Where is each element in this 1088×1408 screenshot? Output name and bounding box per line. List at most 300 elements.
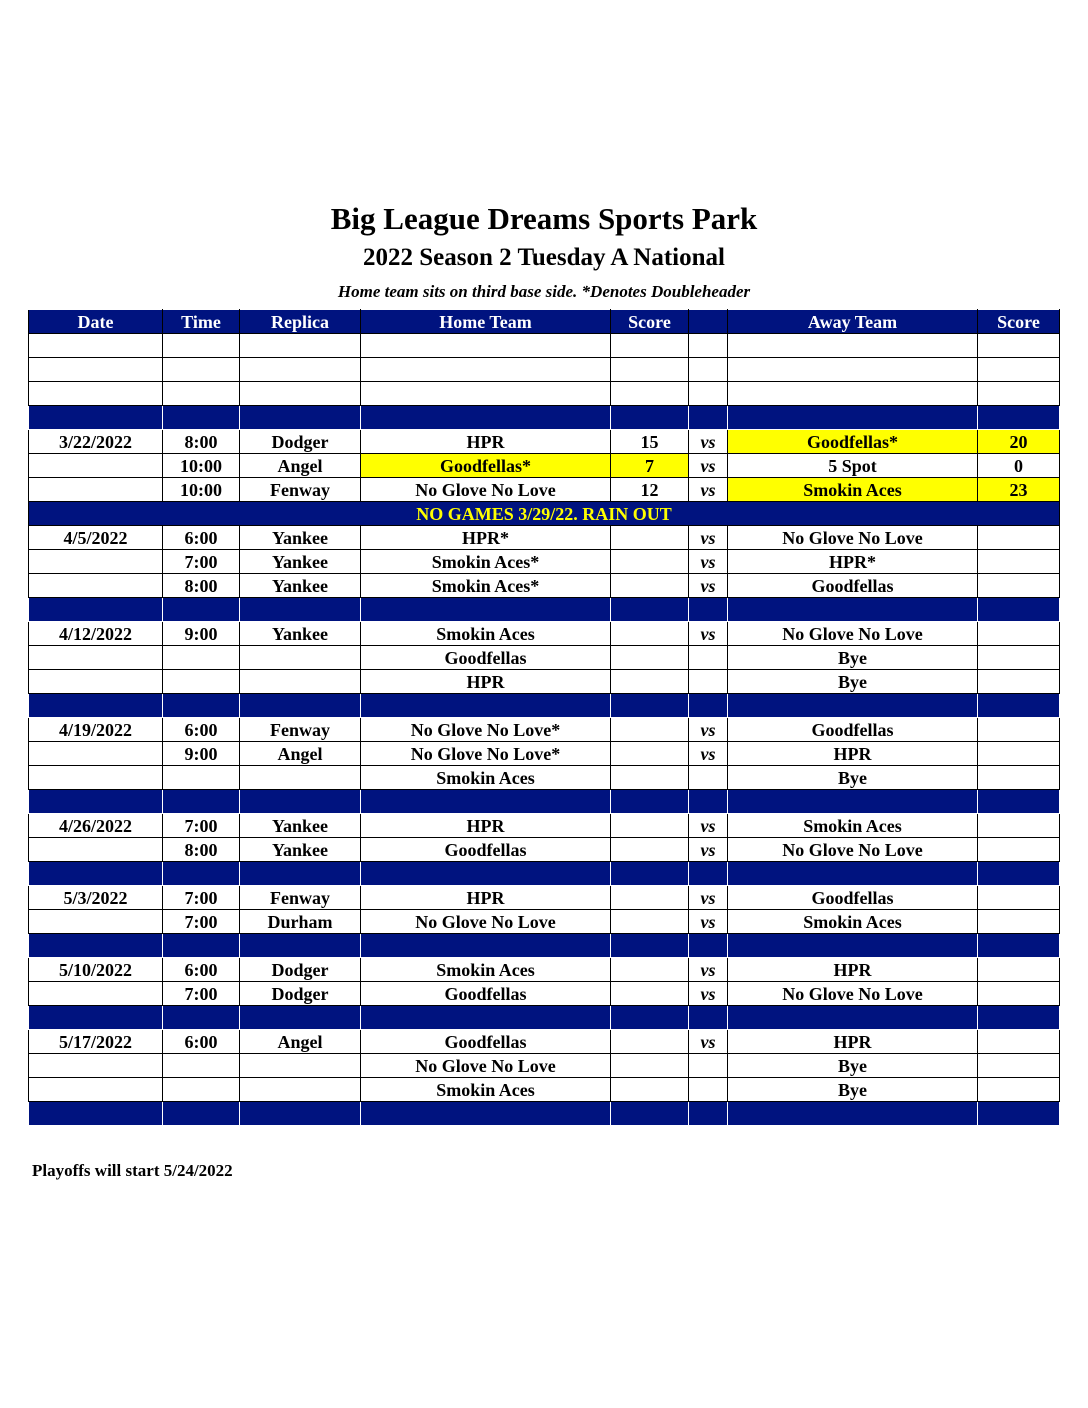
away-score-cell: 23	[978, 478, 1060, 502]
away-team-cell: Bye	[728, 670, 978, 694]
separator-cell	[689, 934, 728, 958]
away-team-cell: 5 Spot	[728, 454, 978, 478]
away-score-cell	[978, 550, 1060, 574]
home-score-cell	[611, 838, 689, 862]
separator-cell	[163, 406, 240, 430]
vs-cell: vs	[689, 718, 728, 742]
time-cell	[163, 766, 240, 790]
away-score-cell	[978, 646, 1060, 670]
separator-cell	[689, 862, 728, 886]
game-row	[29, 478, 1060, 502]
away-team-cell: No Glove No Love	[728, 838, 978, 862]
separator-cell	[728, 934, 978, 958]
away-score-cell	[978, 718, 1060, 742]
separator-cell	[978, 934, 1060, 958]
away-team-cell: HPR	[728, 1030, 978, 1054]
away-score-cell	[978, 766, 1060, 790]
home-score-cell	[611, 886, 689, 910]
empty-cell	[728, 358, 978, 382]
empty-row	[29, 358, 1060, 382]
vs-cell: vs	[689, 574, 728, 598]
separator-cell	[361, 598, 611, 622]
replica-cell: Fenway	[240, 478, 361, 502]
vs-cell: vs	[689, 526, 728, 550]
separator-cell	[611, 790, 689, 814]
home-team-cell: No Glove No Love	[361, 1054, 611, 1078]
date-cell	[29, 982, 163, 1006]
replica-cell: Yankee	[240, 550, 361, 574]
game-row	[29, 646, 1060, 670]
home-score-cell	[611, 910, 689, 934]
separator-cell	[978, 1006, 1060, 1030]
away-team-cell: Goodfellas	[728, 886, 978, 910]
home-team-cell: Smokin Aces	[361, 622, 611, 646]
home-team-cell: Smokin Aces	[361, 766, 611, 790]
header-row	[29, 310, 1060, 334]
separator-cell	[163, 694, 240, 718]
time-cell: 8:00	[163, 574, 240, 598]
home-team-cell: Goodfellas*	[361, 454, 611, 478]
home-team-cell: Goodfellas	[361, 982, 611, 1006]
home-team-cell: HPR*	[361, 526, 611, 550]
separator-cell	[978, 1102, 1060, 1126]
date-cell: 4/5/2022	[29, 526, 163, 550]
away-team-cell: HPR	[728, 742, 978, 766]
separator-row	[29, 862, 1060, 886]
replica-cell: Yankee	[240, 622, 361, 646]
separator-cell	[611, 1102, 689, 1126]
empty-cell	[240, 334, 361, 358]
rain-out-notice: NO GAMES 3/29/22. RAIN OUT	[29, 502, 1060, 526]
vs-cell: vs	[689, 478, 728, 502]
away-score-cell	[978, 814, 1060, 838]
time-cell: 10:00	[163, 454, 240, 478]
empty-cell	[728, 334, 978, 358]
away-score-cell	[978, 622, 1060, 646]
date-cell	[29, 838, 163, 862]
separator-cell	[163, 1102, 240, 1126]
separator-row	[29, 1006, 1060, 1030]
game-row	[29, 1078, 1060, 1102]
time-cell	[163, 670, 240, 694]
separator-cell	[611, 862, 689, 886]
time-cell: 8:00	[163, 838, 240, 862]
separator-cell	[29, 934, 163, 958]
away-team-cell: HPR*	[728, 550, 978, 574]
date-cell	[29, 1078, 163, 1102]
away-team-cell: Bye	[728, 646, 978, 670]
time-cell: 9:00	[163, 622, 240, 646]
game-row	[29, 622, 1060, 646]
vs-cell	[689, 1054, 728, 1078]
time-cell: 7:00	[163, 814, 240, 838]
away-score-cell	[978, 910, 1060, 934]
game-row	[29, 718, 1060, 742]
date-cell	[29, 478, 163, 502]
away-team-cell: Goodfellas	[728, 574, 978, 598]
away-score-cell	[978, 526, 1060, 550]
separator-cell	[163, 934, 240, 958]
separator-cell	[240, 934, 361, 958]
separator-cell	[728, 598, 978, 622]
home-team-cell: No Glove No Love*	[361, 742, 611, 766]
away-score-cell	[978, 742, 1060, 766]
empty-cell	[611, 334, 689, 358]
schedule-body	[29, 334, 1060, 1126]
date-cell	[29, 550, 163, 574]
separator-cell	[240, 694, 361, 718]
separator-cell	[163, 862, 240, 886]
separator-cell	[29, 406, 163, 430]
separator-cell	[611, 1006, 689, 1030]
vs-cell	[689, 766, 728, 790]
separator-cell	[978, 694, 1060, 718]
game-row	[29, 1030, 1060, 1054]
separator-cell	[978, 862, 1060, 886]
home-score-cell	[611, 958, 689, 982]
home-score-cell	[611, 1078, 689, 1102]
away-team-cell: Bye	[728, 1054, 978, 1078]
home-team-cell: No Glove No Love*	[361, 718, 611, 742]
vs-cell: vs	[689, 910, 728, 934]
date-cell	[29, 742, 163, 766]
game-row	[29, 526, 1060, 550]
replica-cell: Yankee	[240, 574, 361, 598]
home-team-cell: HPR	[361, 814, 611, 838]
separator-cell	[728, 694, 978, 718]
empty-row	[29, 334, 1060, 358]
header-replica: Replica	[240, 310, 361, 334]
game-row	[29, 910, 1060, 934]
vs-cell	[689, 646, 728, 670]
header-vs	[689, 310, 728, 334]
home-team-cell: HPR	[361, 430, 611, 454]
separator-cell	[728, 1006, 978, 1030]
home-team-cell: Goodfellas	[361, 838, 611, 862]
separator-cell	[728, 1102, 978, 1126]
empty-cell	[361, 382, 611, 406]
game-row	[29, 766, 1060, 790]
game-row	[29, 814, 1060, 838]
game-row	[29, 454, 1060, 478]
away-score-cell	[978, 1054, 1060, 1078]
home-team-cell: HPR	[361, 670, 611, 694]
vs-cell: vs	[689, 454, 728, 478]
game-row	[29, 958, 1060, 982]
away-score-cell	[978, 1078, 1060, 1102]
replica-cell: Yankee	[240, 526, 361, 550]
game-row	[29, 886, 1060, 910]
vs-cell: vs	[689, 886, 728, 910]
away-score-cell	[978, 886, 1060, 910]
separator-row	[29, 934, 1060, 958]
separator-cell	[728, 790, 978, 814]
away-team-cell: Smokin Aces	[728, 814, 978, 838]
empty-cell	[163, 382, 240, 406]
away-team-cell: Smokin Aces	[728, 910, 978, 934]
away-score-cell	[978, 670, 1060, 694]
empty-cell	[689, 334, 728, 358]
time-cell: 7:00	[163, 886, 240, 910]
time-cell: 8:00	[163, 430, 240, 454]
replica-cell: Yankee	[240, 814, 361, 838]
home-score-cell: 7	[611, 454, 689, 478]
game-row	[29, 1054, 1060, 1078]
home-score-cell	[611, 574, 689, 598]
empty-row	[29, 382, 1060, 406]
separator-cell	[240, 406, 361, 430]
separator-cell	[728, 406, 978, 430]
away-score-cell	[978, 574, 1060, 598]
time-cell: 6:00	[163, 526, 240, 550]
separator-cell	[29, 790, 163, 814]
empty-cell	[361, 334, 611, 358]
vs-cell: vs	[689, 550, 728, 574]
time-cell: 6:00	[163, 958, 240, 982]
separator-cell	[163, 1006, 240, 1030]
home-team-cell: HPR	[361, 886, 611, 910]
date-cell	[29, 1054, 163, 1078]
home-score-cell	[611, 1054, 689, 1078]
date-cell: 4/12/2022	[29, 622, 163, 646]
separator-row	[29, 1102, 1060, 1126]
replica-cell	[240, 1078, 361, 1102]
playoffs-note: Playoffs will start 5/24/2022	[32, 1161, 233, 1180]
separator-cell	[689, 406, 728, 430]
empty-cell	[29, 358, 163, 382]
away-team-cell: HPR	[728, 958, 978, 982]
empty-cell	[240, 382, 361, 406]
separator-cell	[240, 790, 361, 814]
separator-cell	[611, 934, 689, 958]
away-team-cell: Smokin Aces	[728, 478, 978, 502]
vs-cell: vs	[689, 742, 728, 766]
home-score-cell	[611, 814, 689, 838]
home-score-cell	[611, 742, 689, 766]
empty-cell	[29, 382, 163, 406]
game-row	[29, 550, 1060, 574]
time-cell: 6:00	[163, 1030, 240, 1054]
home-score-cell	[611, 622, 689, 646]
separator-row	[29, 694, 1060, 718]
separator-cell	[689, 790, 728, 814]
date-cell	[29, 766, 163, 790]
header-home-team: Home Team	[361, 310, 611, 334]
game-row	[29, 574, 1060, 598]
home-team-cell: Smokin Aces*	[361, 574, 611, 598]
replica-cell: Angel	[240, 1030, 361, 1054]
home-score-cell	[611, 526, 689, 550]
separator-row	[29, 598, 1060, 622]
time-cell: 7:00	[163, 550, 240, 574]
time-cell: 9:00	[163, 742, 240, 766]
away-score-cell	[978, 1030, 1060, 1054]
empty-cell	[611, 382, 689, 406]
replica-cell: Dodger	[240, 982, 361, 1006]
separator-cell	[29, 862, 163, 886]
replica-cell: Fenway	[240, 886, 361, 910]
replica-cell: Angel	[240, 742, 361, 766]
game-row	[29, 838, 1060, 862]
home-score-cell	[611, 670, 689, 694]
empty-cell	[978, 334, 1060, 358]
empty-cell	[689, 382, 728, 406]
time-cell: 7:00	[163, 910, 240, 934]
separator-cell	[689, 598, 728, 622]
separator-cell	[240, 1102, 361, 1126]
separator-cell	[361, 1006, 611, 1030]
vs-cell	[689, 670, 728, 694]
vs-cell: vs	[689, 958, 728, 982]
home-team-cell: Smokin Aces	[361, 958, 611, 982]
vs-cell: vs	[689, 982, 728, 1006]
home-team-cell: Smokin Aces*	[361, 550, 611, 574]
empty-cell	[240, 358, 361, 382]
separator-cell	[689, 1102, 728, 1126]
empty-cell	[29, 334, 163, 358]
date-cell	[29, 646, 163, 670]
empty-cell	[728, 382, 978, 406]
away-team-cell: Bye	[728, 766, 978, 790]
away-score-cell	[978, 958, 1060, 982]
replica-cell	[240, 1054, 361, 1078]
page-title: Big League Dreams Sports Park	[330, 201, 758, 236]
separator-cell	[611, 694, 689, 718]
home-score-cell: 12	[611, 478, 689, 502]
replica-cell: Dodger	[240, 430, 361, 454]
time-cell: 6:00	[163, 718, 240, 742]
separator-cell	[240, 1006, 361, 1030]
empty-cell	[163, 334, 240, 358]
date-cell: 4/19/2022	[29, 718, 163, 742]
separator-cell	[978, 406, 1060, 430]
separator-cell	[611, 406, 689, 430]
date-cell: 5/3/2022	[29, 886, 163, 910]
away-score-cell: 0	[978, 454, 1060, 478]
time-cell: 7:00	[163, 982, 240, 1006]
vs-cell: vs	[689, 1030, 728, 1054]
home-team-cell: No Glove No Love	[361, 910, 611, 934]
home-team-cell: Smokin Aces	[361, 1078, 611, 1102]
separator-cell	[361, 1102, 611, 1126]
replica-cell	[240, 670, 361, 694]
separator-cell	[361, 790, 611, 814]
home-score-cell	[611, 766, 689, 790]
empty-cell	[611, 358, 689, 382]
date-cell	[29, 454, 163, 478]
separator-cell	[240, 862, 361, 886]
time-cell	[163, 1054, 240, 1078]
away-score-cell	[978, 838, 1060, 862]
separator-row	[29, 406, 1060, 430]
separator-cell	[29, 598, 163, 622]
date-cell	[29, 910, 163, 934]
date-cell: 5/17/2022	[29, 1030, 163, 1054]
away-team-cell: Goodfellas	[728, 718, 978, 742]
time-cell	[163, 1078, 240, 1102]
header-time: Time	[163, 310, 240, 334]
separator-row	[29, 790, 1060, 814]
replica-cell: Fenway	[240, 718, 361, 742]
separator-cell	[361, 862, 611, 886]
away-score-cell	[978, 982, 1060, 1006]
separator-cell	[29, 1102, 163, 1126]
home-team-cell: Goodfellas	[361, 646, 611, 670]
separator-cell	[361, 934, 611, 958]
empty-cell	[978, 358, 1060, 382]
date-cell: 3/22/2022	[29, 430, 163, 454]
page-subtitle: 2022 Season 2 Tuesday A National	[363, 244, 725, 271]
vs-cell: vs	[689, 838, 728, 862]
header-home-score: Score	[611, 310, 689, 334]
vs-cell: vs	[689, 814, 728, 838]
separator-cell	[361, 694, 611, 718]
replica-cell: Yankee	[240, 838, 361, 862]
game-row	[29, 430, 1060, 454]
away-team-cell: No Glove No Love	[728, 622, 978, 646]
date-cell: 4/26/2022	[29, 814, 163, 838]
home-score-cell	[611, 550, 689, 574]
home-score-cell	[611, 646, 689, 670]
separator-cell	[29, 694, 163, 718]
header-away-score: Score	[978, 310, 1060, 334]
game-row	[29, 982, 1060, 1006]
separator-cell	[728, 862, 978, 886]
separator-cell	[240, 598, 361, 622]
replica-cell: Dodger	[240, 958, 361, 982]
home-score-cell	[611, 982, 689, 1006]
vs-cell: vs	[689, 622, 728, 646]
separator-cell	[29, 1006, 163, 1030]
schedule-table	[28, 309, 1060, 1126]
home-team-cell: No Glove No Love	[361, 478, 611, 502]
away-team-cell: Bye	[728, 1078, 978, 1102]
date-cell: 5/10/2022	[29, 958, 163, 982]
away-score-cell: 20	[978, 430, 1060, 454]
notice-row	[29, 502, 1060, 526]
home-score-cell	[611, 718, 689, 742]
header-away-team: Away Team	[728, 310, 978, 334]
separator-cell	[978, 598, 1060, 622]
home-score-cell	[611, 1030, 689, 1054]
time-cell: 10:00	[163, 478, 240, 502]
schedule-note: Home team sits on third base side. *Denotes Doubleheader	[337, 282, 751, 301]
separator-cell	[361, 406, 611, 430]
away-team-cell: No Glove No Love	[728, 982, 978, 1006]
separator-cell	[163, 790, 240, 814]
separator-cell	[689, 1006, 728, 1030]
time-cell	[163, 646, 240, 670]
home-score-cell: 15	[611, 430, 689, 454]
replica-cell: Durham	[240, 910, 361, 934]
away-team-cell: Goodfellas*	[728, 430, 978, 454]
separator-cell	[163, 598, 240, 622]
game-row	[29, 670, 1060, 694]
empty-cell	[689, 358, 728, 382]
empty-cell	[361, 358, 611, 382]
replica-cell	[240, 766, 361, 790]
date-cell	[29, 670, 163, 694]
vs-cell: vs	[689, 430, 728, 454]
empty-cell	[978, 382, 1060, 406]
game-row	[29, 742, 1060, 766]
vs-cell	[689, 1078, 728, 1102]
home-team-cell: Goodfellas	[361, 1030, 611, 1054]
header-date: Date	[29, 310, 163, 334]
date-cell	[29, 574, 163, 598]
away-team-cell: No Glove No Love	[728, 526, 978, 550]
separator-cell	[689, 694, 728, 718]
